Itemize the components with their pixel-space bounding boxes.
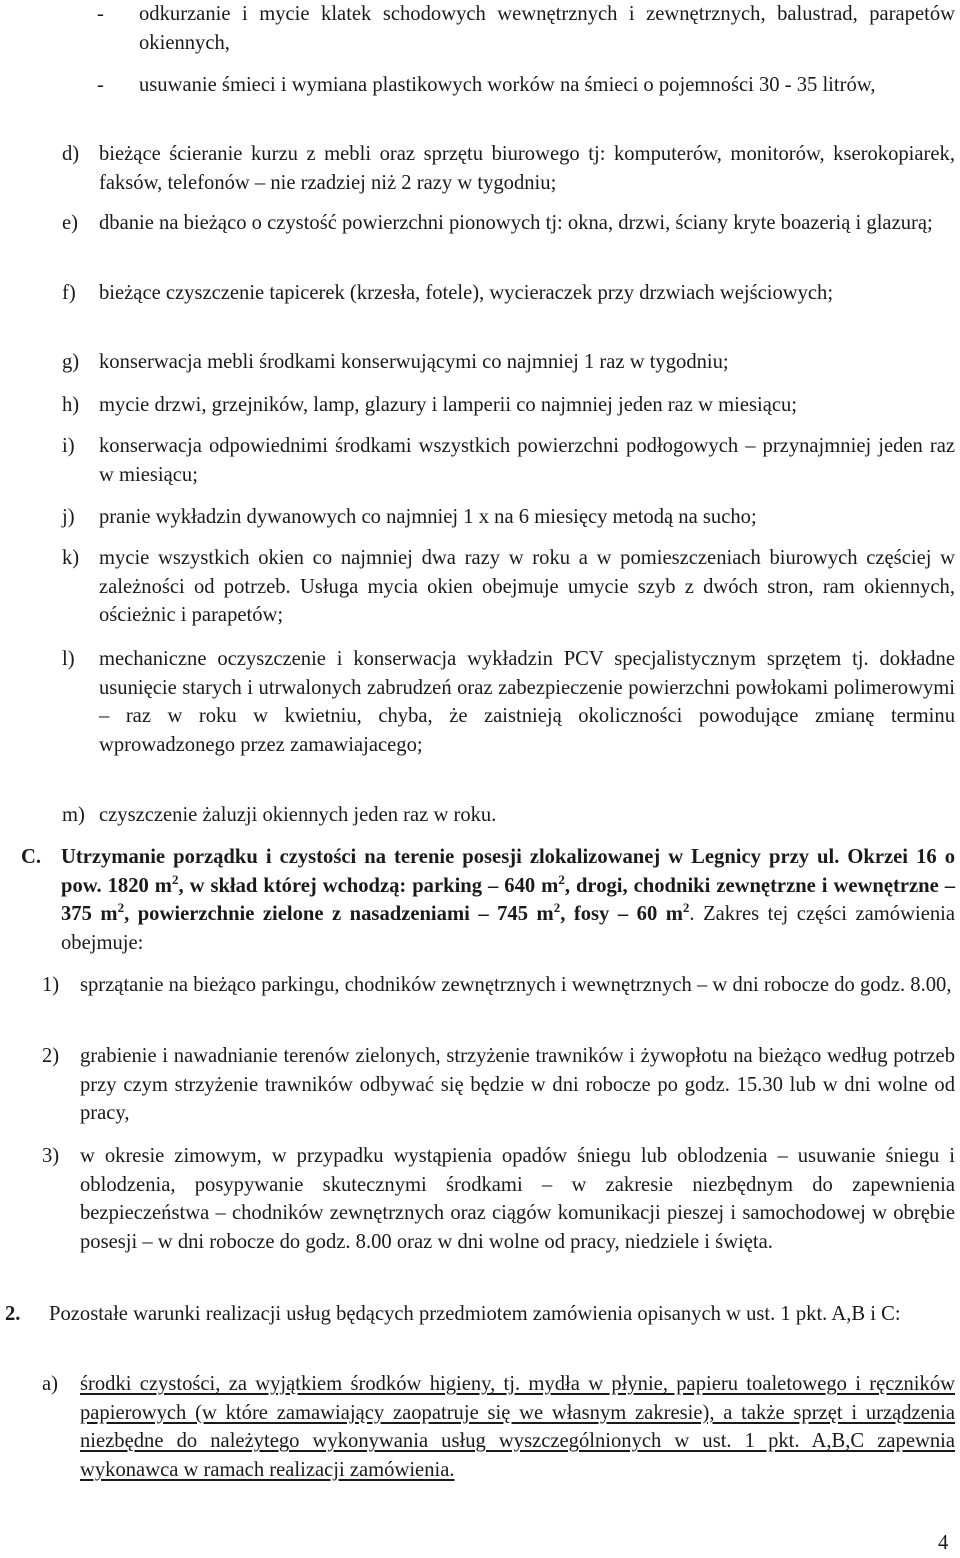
item-marker: g) [62, 351, 80, 373]
item-marker: k) [62, 547, 80, 569]
item-marker: f) [62, 282, 76, 304]
item-marker: 3) [42, 1145, 60, 1167]
item-text: dbanie na bieżąco o czystość powierzchni pionowych tj: okna, drzwi, ściany kryte boazerią i glazurą; [99, 212, 933, 234]
section-c [21, 843, 955, 957]
item-text: mycie wszystkich okien co najmniej dwa razy w roku a w pomieszczeniach biurowych częściej w zależności od potrzeb. Usługa mycia okien obejmuje umycie szyb z dwóch stron, ram okiennych, ościeżnic i parapetów; [99, 547, 955, 627]
list-item [62, 544, 955, 630]
list-item [62, 209, 955, 238]
list-item [62, 391, 955, 420]
section-2-label: 2. [5, 1303, 21, 1325]
item-marker: h) [62, 394, 80, 416]
list-item [97, 71, 955, 100]
item-marker: 2) [42, 1045, 60, 1067]
section-2-text: Pozostałe warunki realizacji usług będących przedmiotem zamówienia opisanych w ust. 1 pkt. A,B i C: [49, 1303, 901, 1325]
item-text: sprzątanie na bieżąco parkingu, chodników zewnętrznych i wewnętrznych – w dni robocze do godz. 8.00, [80, 974, 952, 996]
section-c-heading: Utrzymanie porządku i czystości na terenie posesji zlokalizowanej w Legnicy przy ul. Okrzei 16 o pow. 1820 $m^2$, w skład której wchodzą: parking – 640 $m^2$, drogi, chodniki zewnętrzne i wewnętrzne – 375 $m^2$, powierzchnie zielone z nasadzeniami – 745 $m^2$, fosy – 60 $m^2$ [61, 846, 955, 926]
item-marker: j) [62, 506, 75, 528]
list-item [62, 503, 955, 532]
list-item [62, 348, 955, 377]
item-text: grabienie i nawadnianie terenów zielonych, strzyżenie trawników i żywopłotu na bieżąco według potrzeb przy czym strzyżenie trawników odbywać się będzie w dni robocze po godz. 15.30 lub w dni wolne od pracy, [80, 1045, 955, 1125]
page-number: 4 [938, 1532, 949, 1554]
item-text: konserwacja mebli środkami konserwującymi co najmniej 1 raz w tygodniu; [99, 351, 729, 373]
item-marker: - [97, 74, 104, 96]
item-text: bieżące ścieranie kurzu z mebli oraz sprzętu biurowego tj: komputerów, monitorów, kserokopiarek, faksów, telefonów – nie rzadziej niż 2 razy w tygodniu; [99, 143, 955, 194]
item-text: mechaniczne oczyszczenie i konserwacja wykładzin PCV specjalistycznym sprzętem tj. dokładne usunięcie starych i utrwalonych zabrudzeń oraz zabezpieczenie powierzchni powłokami polimerowymi – raz w roku w kwietniu, chyba, że zaistnieją okoliczności powodujące zmianę terminu wprowadzonego przez zamawiajacego; [99, 648, 955, 756]
list-item [42, 1042, 955, 1128]
list-item [62, 140, 955, 197]
list-item [62, 801, 955, 830]
item-marker: a) [42, 1373, 58, 1395]
item-text: usuwanie śmieci i wymiana plastikowych worków na śmieci o pojemności 30 - 35 litrów, [139, 74, 876, 96]
item-marker: i) [62, 435, 75, 457]
list-item [62, 645, 955, 759]
item-text: bieżące czyszczenie tapicerek (krzesła, fotele), wycieraczek przy drzwiach wejściowych; [99, 282, 834, 304]
section-c-scope: . Zakres tej części zamówienia obejmuje: [61, 903, 955, 954]
section-c-text [61, 843, 955, 957]
list-item [42, 1142, 955, 1256]
item-marker: 1) [42, 974, 60, 996]
section-2 [5, 1300, 955, 1329]
list-item [62, 432, 955, 489]
section-c-label: C. [21, 846, 42, 868]
item-marker: - [97, 3, 104, 25]
list-item [42, 971, 955, 1000]
list-item [62, 279, 955, 308]
list-item [97, 0, 955, 57]
list-item [42, 1370, 955, 1484]
item-text: mycie drzwi, grzejników, lamp, glazury i lamperii co najmniej jeden raz w miesiącu; [99, 394, 798, 416]
item-text: pranie wykładzin dywanowych co najmniej 1 x na 6 miesięcy metodą na sucho; [99, 506, 757, 528]
item-text: środki czystości, za wyjątkiem środków higieny, tj. mydła w płynie, papieru toaletowego i ręczników papierowych (w które zamawiający zaopatruje się we własnym zakresie), a także sprzęt i urządzenia niezbędne do należytego wykonywania usług wyszczególnionych w ust. 1 pkt. A,B,C zapewnia wykonawca w ramach realizacji zamówienia. [80, 1373, 955, 1481]
item-text: konserwacja odpowiednimi środkami wszystkich powierzchni podłogowych – przynajmniej jeden raz w miesiącu; [99, 435, 955, 486]
item-marker: l) [62, 648, 75, 670]
item-text: w okresie zimowym, w przypadku wystąpienia opadów śniegu lub oblodzenia – usuwanie śniegu i oblodzenia, posypywanie skutecznymi środkami – w zakresie niezbędnym do zapewnienia bezpieczeństwa – chodników zewnętrznych oraz ciągów komunikacji pieszej i samochodowej w obrębie posesji – w dni robocze do godz. 8.00 oraz w dni wolne od pracy, niedziele i święta. [80, 1145, 955, 1253]
item-text: czyszczenie żaluzji okiennych jeden raz w roku. [99, 804, 497, 826]
item-text: odkurzanie i mycie klatek schodowych wewnętrznych i zewnętrznych, balustrad, parapetów okiennych, [139, 3, 955, 54]
item-marker: d) [62, 143, 80, 165]
item-marker: m) [62, 804, 85, 826]
item-marker: e) [62, 212, 78, 234]
